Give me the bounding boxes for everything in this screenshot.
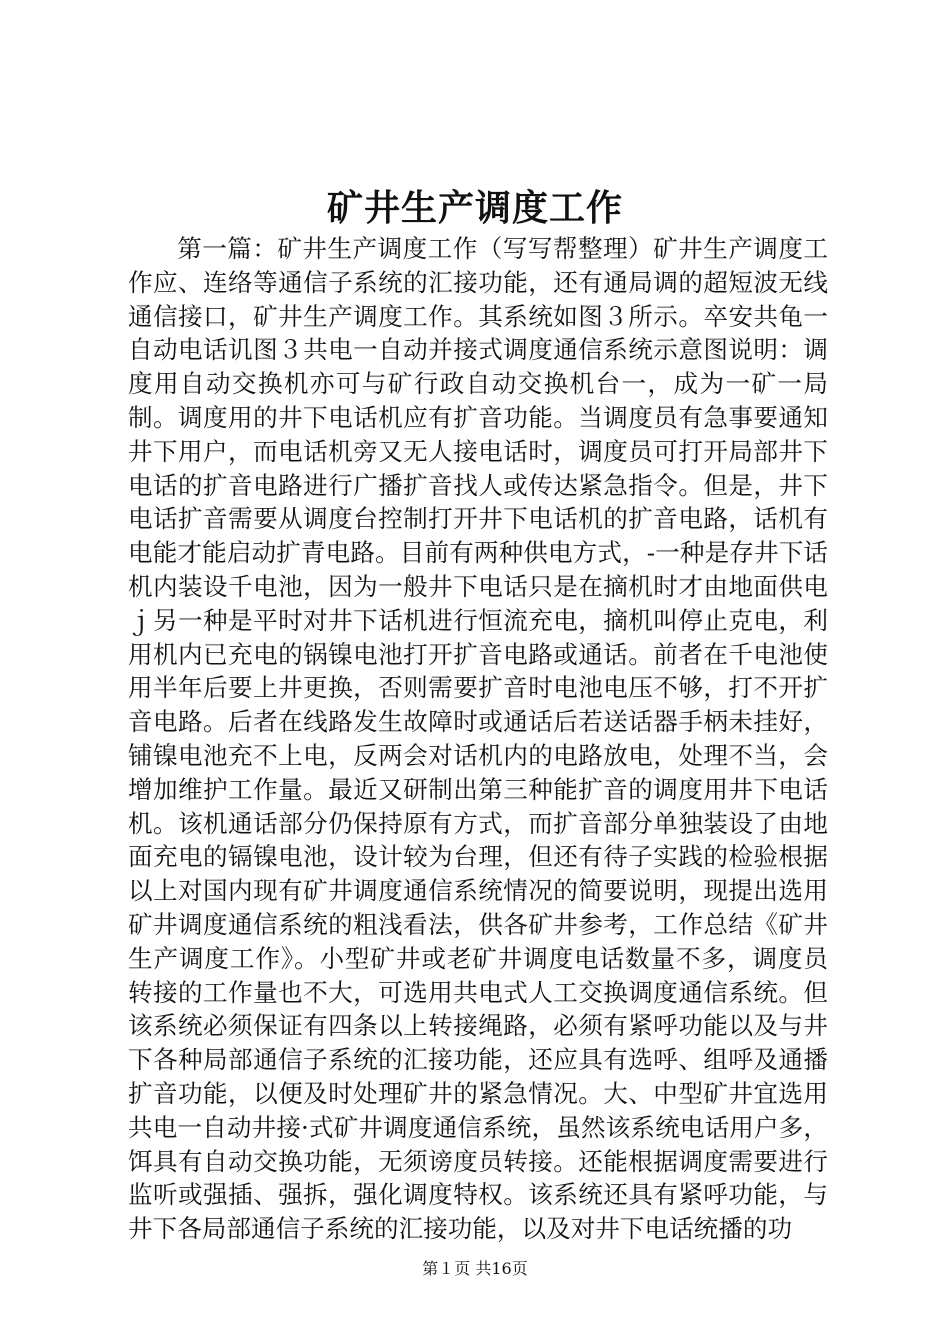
document-title: 矿井生产调度工作 xyxy=(326,187,623,229)
page-footer: 第１页 共16页 xyxy=(422,1259,528,1278)
document-body-paragraph: 第一篇：矿井生产调度工作（写写帮整理）矿井生产调度工作应、连络等通信子系统的汇接功能，还有通局调的超短波无线通信接口，矿井生产调度工作。其系统如图３所示。卒安共龟一自动电话讥图３共电一自动并接式调度通信系统示意图说明：调度用自动交换机亦可与矿行政自动交换机台一，成为一矿一局制。调度用的井下电话机应有扩音功能。当调度员有急事要通知井下用户，而电话机旁又无人接电话时，调度员可打开局部井下电话的扩音电路进行广播扩音找人或传达紧急指令。但是，井下电话扩音需要从调度台控制打开井下电话机的扩音电路，话机有电能才能启动扩青电路。目前有两种供电方式，-一种是存井下话机内装设千电池，因为一般井下电话只是在摘机时才由地面供电ｊ另一种是平时对井下话机进行恒流充电，摘机叫停止克电，利用机内已充电的锅镍电池打开扩音电路或通话。前者在千电池使用半年后要上井更换，否则需要扩音时电池电压不够，打不开扩音电路。后者在线路发生故障时或通话后若送话器手柄未挂好，铺镍电池充不上电，反两会对话机内的电路放电，处理不当，会增加维护工作量。最近又研制出第三种能扩音的调度用井下电话机。该机通话部分仍保持原有方式，而扩音部分单独装设了由地面充电的镉镍电池，设计较为台理，但还有待子实践的检验根据以上对国内现有矿井调度通信系统情况的简要说明，现提出选用矿井调度通信系统的粗浅看法，供各矿井参考，工作总结《矿井生产调度工作》。小型矿井或老矿井调度电话数量不多，调度员转接的工作量也不大，可选用共电式人工交换调度通信系统。但该系统必须保证有四条以上转接绳路，必须有紧呼功能以及与井下各种局部通信子系统的汇接功能，还应具有选呼、组呼及通播扩音功能，以便及时处理矿井的紧急情况。大、中型矿井宜选用共电一自动井接·式矿井调度通信系统，虽然该系统电话用户多，饵具有自动交换功能，无须谤度员转接。还能根据调度需要进行监听或强插、强拆，强化调度特权。该系统还具有紧呼功能，与井下各局部通信子系统的汇接功能，以及对井下电话统播的功 xyxy=(128,234,828,1244)
